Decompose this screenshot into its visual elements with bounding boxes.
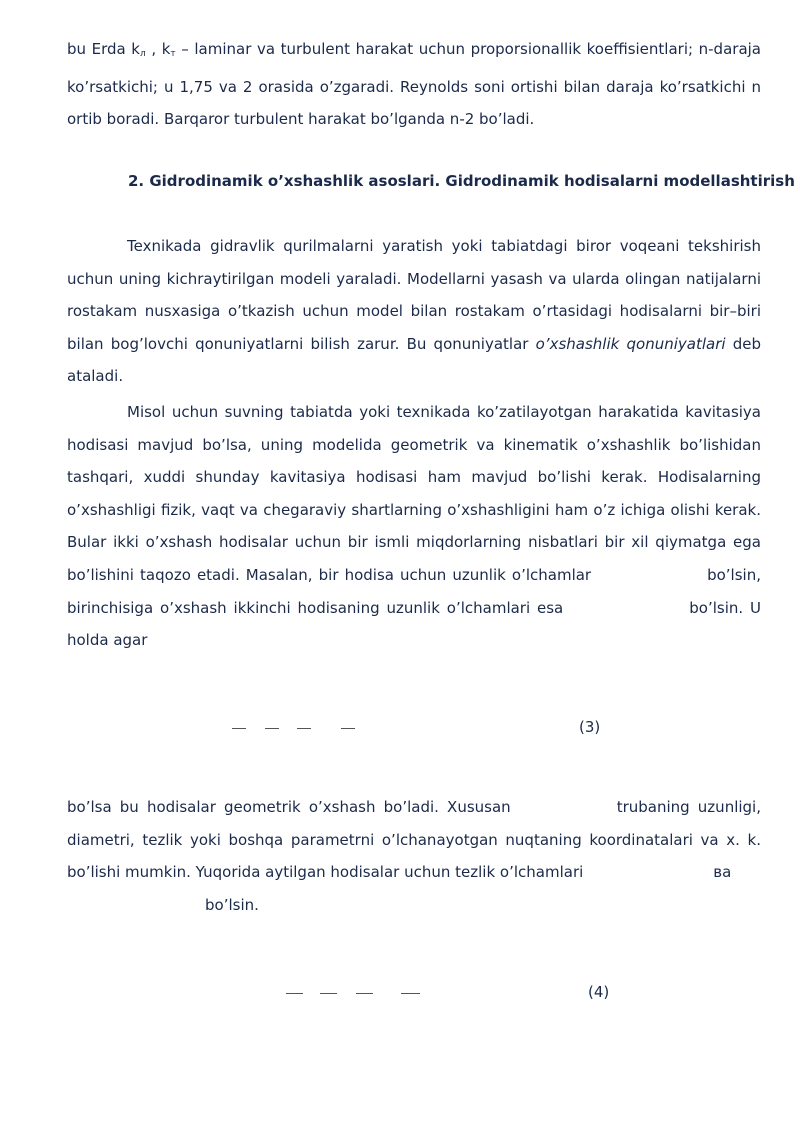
equation-4 [0,977,700,1007]
subscript-t: т [170,49,176,59]
paragraph-2-text-b: deb ataladi. [67,334,761,386]
paragraph-4-text-a: bo’lsa bu hodisalar geometrik o’xshash bo’ladi. Xususan [67,798,511,816]
paragraph-4-text-d: bo’lsin. [205,895,259,914]
equation-3-number: (3) [579,718,601,736]
paragraph-3-text-a: Misol uchun suvning tabiatda yoki texnikada ko’zatilayotgan harakatida kavitasiya hodisasi mavjud bo’lsa, uning modelida geometrik va kinematik o’xshashlik bo’lishidan tashqari, xuddi shunday kavitasiya hodisasi ham mavjud bo’lishi kerak. Hodisalarning o’xshashligi fizik, vaqt va chegaraviy shartlarning o’xshashligini ham o’z ichiga olishi kerak. Bular ikki o’xshash hodisalar uchun bir ismli miqdorlarning nisbatlari bir xil qiymatga ega bo’lishini taqozo etadi. Masalan, bir hodisa uchun uzunlik o’lchamlar [67,403,761,584]
section-heading: 2. Gidrodinamik o’xshashlik asoslari. Gidrodinamik hodisalarni modellashtirish [128,172,795,190]
paragraph-1-text-b: , k [145,40,171,58]
equation-3 [0,712,700,742]
fraction-bar [265,728,279,729]
paragraph-1 [67,33,761,136]
fraction-bar [320,993,337,994]
fraction-bar [232,728,246,729]
subscript-l: л [140,49,146,59]
paragraph-4-text-b: trubaning uzunligi, diametri, tezlik yoki boshqa parametrni o’lchanayotgan nuqtaning koordinatalari va x. k. bo’lishi mumkin. Yuqorida aytilgan hodisalar uchun tezlik o’lchamlari [67,798,761,882]
fraction-bar [286,993,303,994]
paragraph-1-text-a: bu Erda k [67,40,140,58]
paragraph-2-text-a: Texnikada gidravlik qurilmalarni yaratish yoki tabiatdagi biror voqeani tekshirish uchun uning kichraytirilgan modeli yaraladi. Modellarni yasash va ularda olingan natijalarni rostakam nusxasiga o’tkazish uchun model bilan rostakam o’rtasidagi hodisalarni bir–biri bilan bog’lovchi qonuniyatlarni bilish zarur. Bu qonuniyatlar [67,237,761,353]
paragraph-3 [67,396,761,657]
paragraph-3-text-c: bo’lsin. U holda agar [67,598,762,650]
paragraph-1-text-c: – laminar va turbulent harakat uchun proporsionallik koeffisientlari; n-daraja ko’rsatkichi; u 1,75 va 2 orasida o’zgaradi. Reynolds soni ortishi bilan daraja ko’rsatkichi n ortib boradi. Barqaror turbulent harakat bo’lganda n-2 bo’ladi. [67,40,761,129]
paragraph-3-text-b: bo’lsin, birinchisiga o’xshash ikkinchi hodisaning uzunlik o’lchamlari esa [67,565,761,617]
fraction-bar [341,728,355,729]
fraction-bar [401,993,420,994]
paragraph-4 [67,791,761,921]
fraction-bar [297,728,311,729]
paragraph-2-italic-term: o’xshashlik qonuniyatlari [535,334,726,353]
paragraph-4-text-c: ва [713,863,732,882]
paragraph-2 [67,230,761,393]
fraction-bar [356,993,373,994]
equation-4-number: (4) [588,983,610,1001]
